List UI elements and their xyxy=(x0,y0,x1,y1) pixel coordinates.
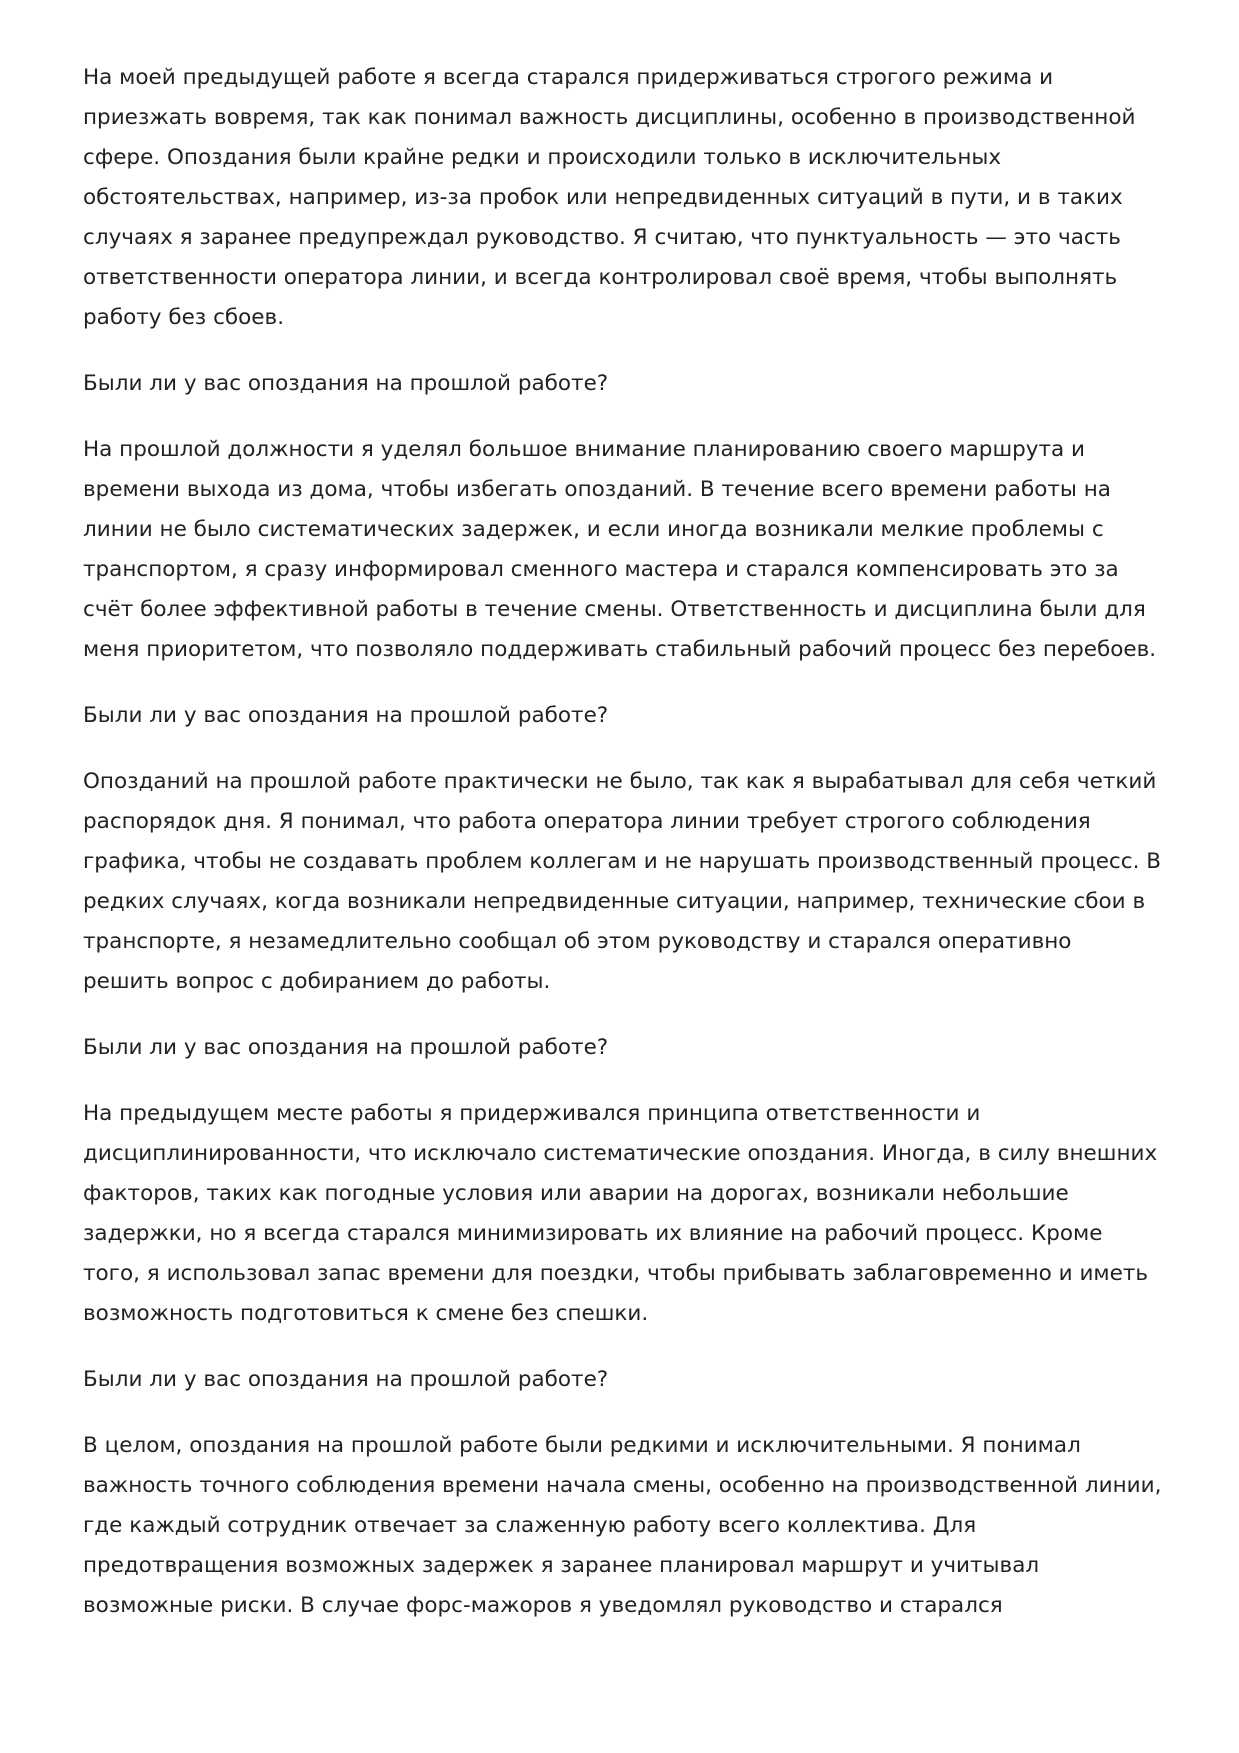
answer-paragraph-2: На прошлой должности я уделял большое внимание планированию своего маршрута и времени выхода из дома, чтобы избегать опозданий. В течение всего времени работы на линии не было систематических задержек, и если иногда возникали мелкие проблемы с транспортом, я сразу информировал сменного мастера и старался компенсировать это за счёт более эффективной работы в течение смены. Ответственность и дисциплина были для меня приоритетом, что позволяло поддерживать стабильный рабочий процесс без перебоев. xyxy=(83,437,1157,662)
answer-paragraph-4: На предыдущем месте работы я придерживался принципа ответственности и дисциплинированности, что исключало систематические опоздания. Иногда, в силу внешних факторов, таких как погодные условия или аварии на дорогах, возникали небольшие задержки, но я всегда старался минимизировать их влияние на рабочий процесс. Кроме того, я использовал запас времени для поездки, чтобы прибывать заблаговременно и иметь возможность подготовиться к смене без спешки. xyxy=(83,1101,1158,1326)
document-body xyxy=(83,58,1163,1652)
answer-paragraph-5: В целом, опоздания на прошлой работе были редкими и исключительными. Я понимал важность точного соблюдения времени начала смены, особенно на производственной линии, где каждый сотрудник отвечает за слаженную работу всего коллектива. Для предотвращения возможных задержек я заранее планировал маршрут и учитывал возможные риски. В случае форс-мажоров я уведомлял руководство и старался xyxy=(83,1433,1162,1618)
question-heading-1: Были ли у вас опоздания на прошлой работе? xyxy=(83,371,609,396)
answer-paragraph-3: Опозданий на прошлой работе практически не было, так как я вырабатывал для себя четкий распорядок дня. Я понимал, что работа оператора линии требует строгого соблюдения графика, чтобы не создавать проблем коллегам и не нарушать производственный процесс. В редких случаях, когда возникали непредвиденные ситуации, например, технические сбои в транспорте, я незамедлительно сообщал об этом руководству и старался оперативно решить вопрос с добиранием до работы. xyxy=(83,769,1161,994)
question-heading-2: Были ли у вас опоздания на прошлой работе? xyxy=(83,703,609,728)
question-heading-4: Были ли у вас опоздания на прошлой работе? xyxy=(83,1367,609,1392)
answer-paragraph-1: На моей предыдущей работе я всегда старался придерживаться строгого режима и приезжать вовремя, так как понимал важность дисциплины, особенно в производственной сфере. Опоздания были крайне редки и происходили только в исключительных обстоятельствах, например, из-за пробок или непредвиденных ситуаций в пути, и в таких случаях я заранее предупреждал руководство. Я считаю, что пунктуальность — это часть ответственности оператора линии, и всегда контролировал своё время, чтобы выполнять работу без сбоев. xyxy=(83,65,1136,330)
question-heading-3: Были ли у вас опоздания на прошлой работе? xyxy=(83,1035,609,1060)
